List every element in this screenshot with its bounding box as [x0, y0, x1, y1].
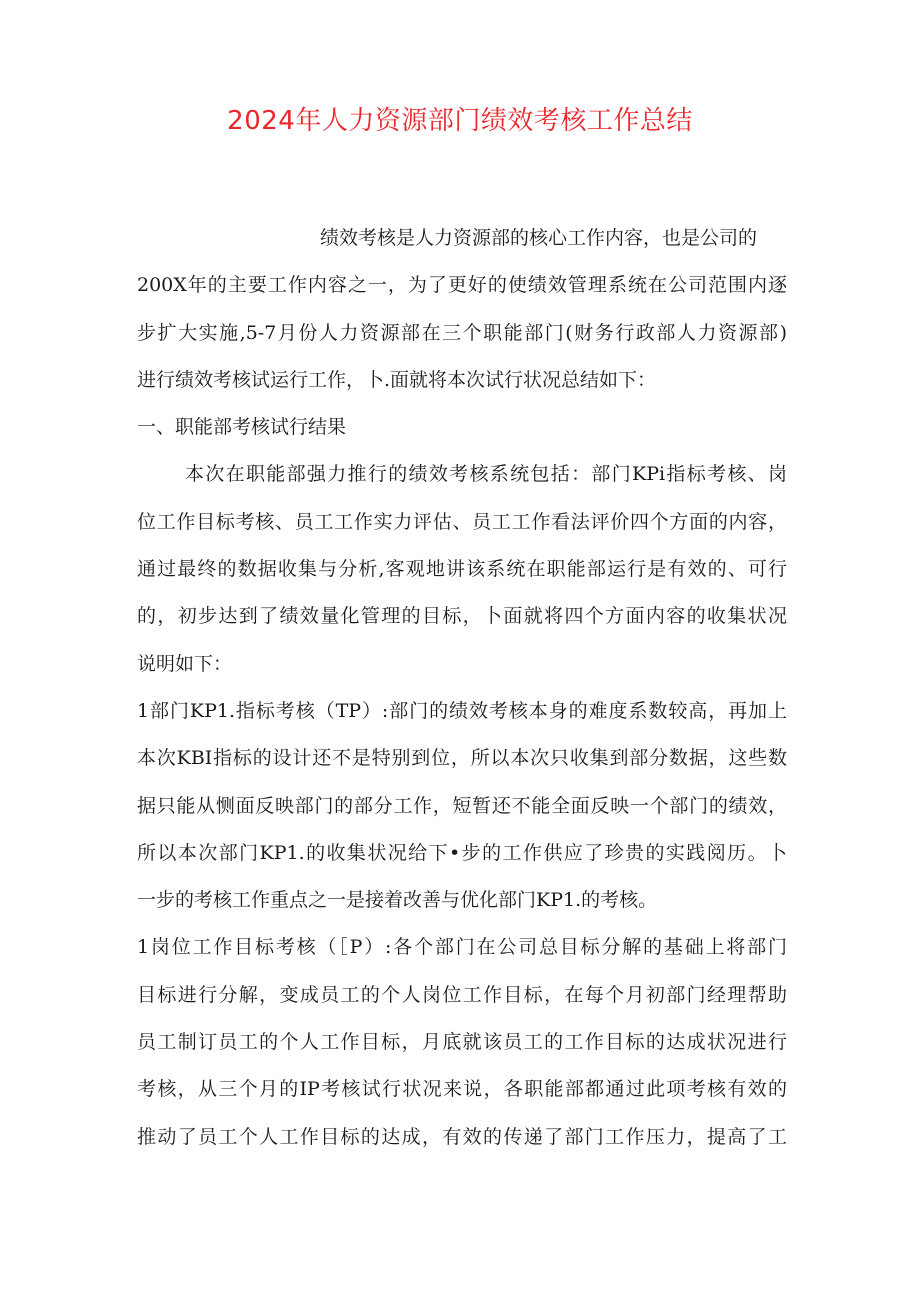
- document-title: 2024年人力资源部门绩效考核工作总结: [227, 106, 693, 136]
- paragraph-line: 通过最终的数据收集与分析,客观地讲该系统在职能部运行是有效的、可行: [137, 558, 787, 581]
- paragraph-line: 员工制订员工的个人工作目标，月底就该员工的工作目标的达成状况进行: [137, 1031, 787, 1054]
- paragraph-line: 位工作目标考核、员工工作实力评估、员工工作看法评价四个方面的内容，: [137, 510, 787, 533]
- paragraph-line: 步扩大实施,5-7月份人力资源部在三个职能部门(财务行政部人力资源部): [137, 321, 787, 344]
- paragraph-line: 1岗位工作目标考核（［P）:各个部门在公司总目标分解的基础上将部门: [137, 936, 787, 959]
- section-heading: 一、职能部考核试行结果: [137, 416, 347, 439]
- paragraph-line: 进行绩效考核试运行工作，卜.面就将本次试行状况总结如下：: [137, 368, 657, 391]
- paragraph-line: 1部门KP1.指标考核（TP）:部门的绩效考核本身的难度系数较高，再加上: [137, 699, 787, 722]
- paragraph-line: 考核，从三个月的IP考核试行状况来说，各职能部都通过此项考核有效的: [137, 1078, 787, 1101]
- paragraph-line: 推动了员工个人工作目标的达成，有效的传递了部门工作压力，提高了工: [137, 1125, 787, 1148]
- document-body: [137, 218, 787, 1164]
- paragraph-line: 200X年的主要工作内容之一，为了更好的使绩效管理系统在公司范围内逐: [137, 274, 787, 297]
- paragraph-line: 一步的考核工作重点之一是接着改善与优化部门KP1.的考核。: [137, 889, 658, 912]
- paragraph-line: 绩效考核是人力资源部的核心工作内容，也是公司的: [320, 227, 758, 249]
- paragraph-line: 本次KBI指标的设计还不是特别到位，所以本次只收集到部分数据，这些数: [137, 747, 787, 770]
- paragraph-line: 目标进行分解，变成员工的个人岗位工作目标，在每个月初部门经理帮助: [137, 983, 787, 1006]
- paragraph-line: 本次在职能部强力推行的绩效考核系统包括：部门KPi指标考核、岗: [185, 463, 787, 486]
- paragraph-line: 所以本次部门KP1.的收集状况给下•步的工作供应了珍贵的实践阅历。卜: [137, 841, 787, 864]
- paragraph-line: 说明如下：: [137, 652, 233, 675]
- paragraph-line: 的，初步达到了绩效量化管理的目标，卜面就将四个方面内容的收集状况: [137, 605, 787, 628]
- paragraph-line: 据只能从恻面反映部门的部分工作，短暂还不能全面反映一个部门的绩效，: [137, 794, 787, 817]
